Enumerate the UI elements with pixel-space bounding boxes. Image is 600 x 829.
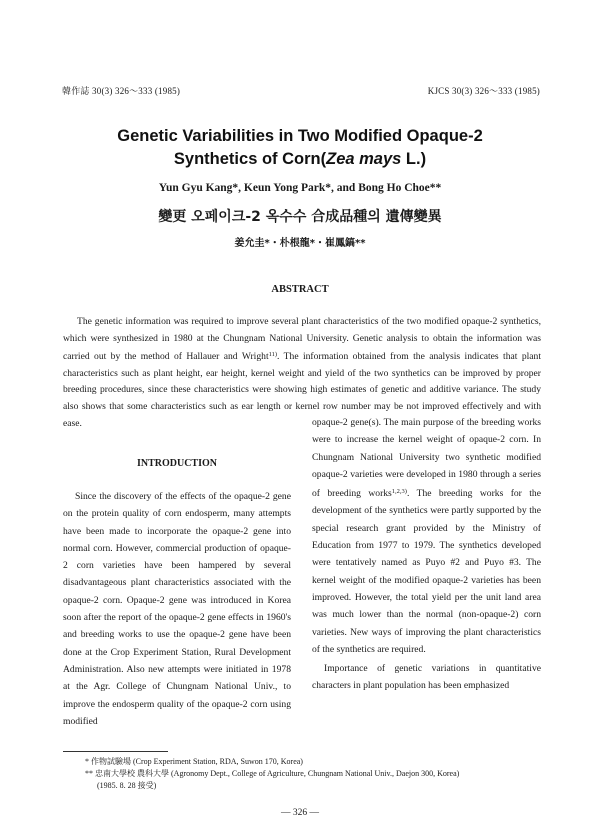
abstract-text-part1: The genetic information was required to improve several plant characteristics of the two modified opaque-2 synthetics, which were synthesized in 1980 at the Chungnam National University. Genetic analysis to obtain the information was carried out by the method of Hallauer and Wright	[63, 316, 541, 363]
footnote-1: * 作物試驗場 (Crop Experiment Station, RDA, Suwon 170, Korea)	[85, 757, 303, 766]
title-suffix: L.)	[401, 150, 427, 168]
paper-title-line1: Genetic Variabilities in Two Modified Opaque-2	[117, 127, 483, 145]
introduction-heading: INTRODUCTION	[136, 458, 217, 469]
right-column-citation: 1,2,3)	[391, 488, 407, 496]
title-prefix: Synthetics of Corn(	[173, 150, 327, 168]
right-column-paragraph2: Importance of genetic variations in quantitative characters in plant population has been emphasized	[312, 663, 541, 692]
right-column-text-part1: opaque-2 gene(s). The main purpose of the breeding works were to increase the kernel weight of opaque-2 corn. In Chungnam National University two synthetic modified opaque-2 varieties were developed in 1980 through a series of breeding works	[312, 417, 541, 500]
right-column-paragraph1	[312, 414, 541, 658]
abstract-text-part2: . The information obtained from the analysis indicates that plant characteristics such as plant height, ear height, kernel weight and yield of the two synthetics can be improved by proper breeding procedures, since these characteristics were showing high estimates of genetic and additive variance. The study also shows that some characteristics such as ear length or kernel row number may be not improved effectively and with ease.	[63, 351, 541, 429]
running-header-left: 韓作誌 30(3) 326～333 (1985)	[62, 86, 181, 96]
introduction-right-column	[312, 414, 541, 695]
title-species: Zea mays	[326, 150, 402, 168]
abstract-heading: ABSTRACT	[271, 284, 329, 295]
running-header-right: KJCS 30(3) 326～333 (1985)	[427, 86, 540, 96]
korean-title: 變更 오페이크-2 옥수수 合成品種의 遺傳變異	[158, 209, 442, 225]
abstract-citation: 11)	[268, 351, 278, 359]
footnote-received-date: (1985. 8. 28 接受)	[97, 781, 157, 790]
author-list: Yun Gyu Kang*, Keun Yong Park*, and Bong Ho Choe**	[158, 182, 442, 194]
footnote-divider	[63, 751, 168, 752]
page-number: — 326 —	[281, 808, 319, 818]
footnote-2: ** 忠南大學校 農科大學 (Agronomy Dept., College of Agriculture, Chungnam National Univ., Daejon 300, Korea)	[85, 769, 460, 778]
right-column-text-part2: . The breeding works for the development of the synthetics were partly supported by the special research grant provided by the Ministry of Education from 1977 to 1979. The synthetics developed were tentatively named as Puyo #2 and Puyo #3. The kernel weight of the modified opaque-2 varieties has been improved. However, the total yield per the unit land area was much lower than the normal (non-opaque-2) corn varieties. New ways of improving the plant characteristics of the synthetics are required.	[312, 488, 541, 655]
paper-title-line2	[0, 150, 600, 169]
introduction-left-column: Since the discovery of the effects of the opaque-2 gene on the protein quality of corn endosperm, many attempts have been made to incorporate the opaque-2 gene into normal corn. However, commercial production of opaque-2 corn varieties have been hampered by several disadvantageous plant characteristics associated with the opaque-2 corn. Opaque-2 gene was introduced in Korea soon after the report of the opaque-2 gene effects in 1960's and breeding works to use the opaque-2 gene have been done at the Crop Experiment Station, Rural Development Administration. Also new attempts were initiated in 1978 at the Agr. College of Chungnam National Univ., to improve the endosperm quality of the opaque-2 corn using modified	[63, 491, 291, 727]
korean-author-list: 姜允圭*・朴根龍*・崔鳳鎬**	[234, 238, 366, 249]
